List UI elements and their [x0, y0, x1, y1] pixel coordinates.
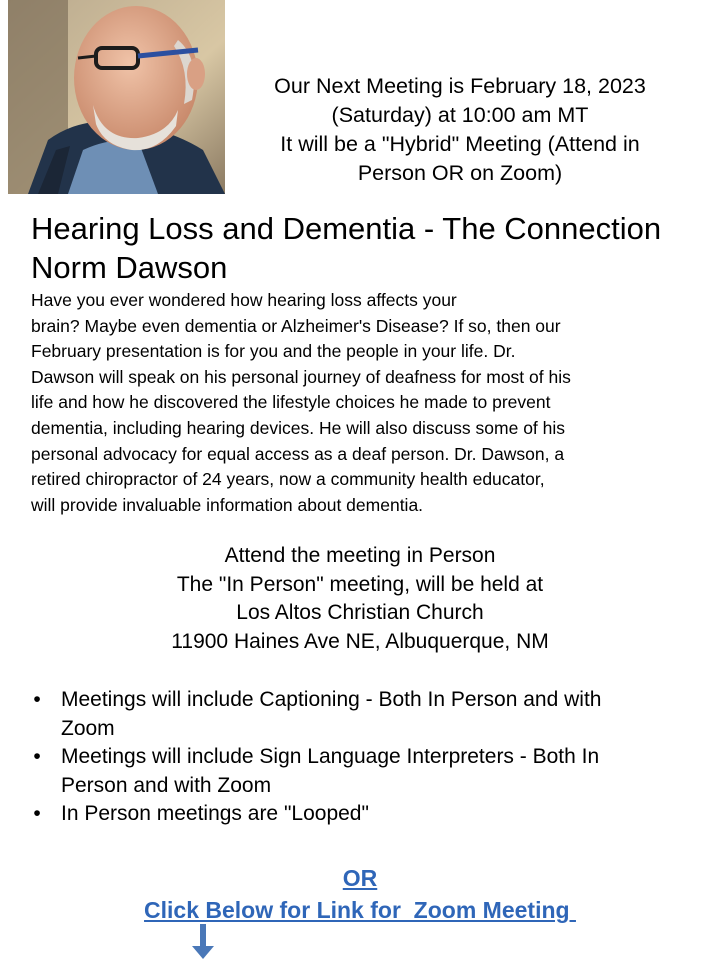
presentation-heading	[31, 209, 711, 287]
list-item-text: Zoom	[61, 716, 115, 740]
description-line: brain? Maybe even dementia or Alzheimer's Disease? If so, then our	[31, 315, 561, 336]
venue-intro: The "In Person" meeting, will be held at	[176, 572, 544, 596]
bullet-icon: •	[33, 802, 41, 826]
zoom-meeting-link[interactable]: Click Below for Link for Zoom Meeting	[144, 897, 576, 923]
speaker-photo	[8, 0, 225, 194]
description-line: February presentation is for you and the people in your life. Dr.	[31, 341, 516, 362]
bullet-icon: •	[33, 745, 41, 769]
meeting-announcement	[242, 72, 678, 188]
description-line: Have you ever wondered how hearing loss affects your	[31, 290, 457, 310]
meeting-format-line: It will be a "Hybrid" Meeting (Attend in	[280, 132, 640, 156]
venue-name: Los Altos Christian Church	[236, 601, 484, 625]
speaker-name: Norm Dawson	[31, 250, 228, 285]
venue-info	[0, 542, 720, 656]
description-line: dementia, including hearing devices. He will also discuss some of his	[31, 417, 566, 438]
arrow-down-icon	[190, 924, 216, 960]
list-item	[31, 800, 701, 829]
description-line: life and how he discovered the lifestyle choices he made to prevent	[31, 392, 551, 413]
presentation-title: Hearing Loss and Dementia - The Connection	[31, 211, 662, 246]
presentation-description	[31, 288, 701, 518]
meeting-time-line: (Saturday) at 10:00 am MT	[331, 103, 589, 127]
venue-heading: Attend the meeting in Person	[224, 544, 496, 567]
bullet-icon: •	[33, 688, 41, 711]
or-link[interactable]: OR	[342, 865, 378, 891]
list-item-text: Meetings will include Captioning - Both In Person and with	[61, 688, 602, 711]
list-item-text: In Person meetings are "Looped"	[61, 802, 369, 826]
venue-address: 11900 Haines Ave NE, Albuquerque, NM	[171, 629, 549, 653]
list-item	[31, 686, 701, 743]
description-line: Dawson will speak on his personal journey of deafness for most of his	[31, 366, 571, 387]
description-line: retired chiropractor of 24 years, now a community health educator,	[31, 469, 545, 490]
list-item-text: Meetings will include Sign Language Interpreters - Both In	[61, 745, 600, 769]
description-line: will provide invaluable information about dementia.	[31, 494, 424, 515]
feature-list	[31, 686, 701, 829]
description-line: personal advocacy for equal access as a deaf person. Dr. Dawson, a	[31, 443, 565, 464]
list-item	[31, 743, 701, 800]
meeting-date-line: Our Next Meeting is February 18, 2023	[274, 74, 646, 98]
meeting-format-line-2: Person OR on Zoom)	[357, 161, 563, 185]
list-item-text: Person and with Zoom	[61, 773, 272, 797]
